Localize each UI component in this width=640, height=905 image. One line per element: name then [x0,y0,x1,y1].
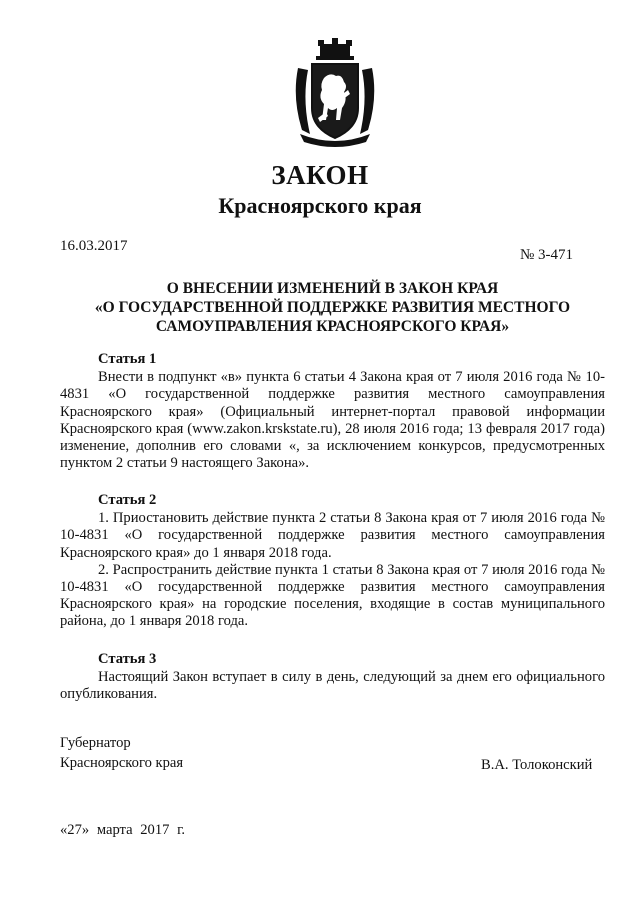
document-subtitle: Красноярского края [218,193,422,218]
article-3 [60,651,605,704]
article-title: Статья 3 [98,651,157,667]
article-title: Статья 1 [98,351,157,367]
law-heading [60,279,605,336]
article-1 [60,351,605,472]
article-title: Статья 2 [98,492,157,508]
article-paragraph: Внести в подпункт «в» пункта 6 статьи 4 Закона края от 7 июля 2016 года № 10-4831 «О государственной поддержке развития местного самоуправления Красноярского края» (Официальный интернет-портал правовой информации Красноярского края (www.zakon.krskstate.ru), 28 июля 2016 года; 13 февраля 2017 года) изменение, дополнив его словами «, за исключением конкурсов, предусмотренных пунктом 2 статьи 9 настоящего Закона». [60,369,605,472]
document-title: ЗАКОН [271,160,369,190]
document-date: 16.03.2017 [60,238,128,254]
signatory-position-line: Губернатор [60,735,131,751]
article-paragraph: Настоящий Закон вступает в силу в день, следующий за днем его официального опубликования. [60,669,605,703]
signing-date: «27» марта 2017 г. [60,822,186,838]
signatory-name: В.А. Толоконский [481,757,593,773]
article-paragraph: 2. Распространить действие пункта 1 статьи 8 Закона края от 7 июля 2016 года № 10-4831 «О государственной поддержке развития местного самоуправления Красноярского края» на городские поселения, входящие в состав муниципального района, до 1 января 2018 года. [60,561,605,630]
signatory-position [60,733,183,773]
article-paragraph: 1. Приостановить действие пункта 2 статьи 8 Закона края от 7 июля 2016 года № 10-4831 «О государственной поддержке развития местного самоуправления Красноярского края» до 1 января 2018 года. [60,510,605,561]
coat-of-arms-icon [290,38,380,148]
article-2 [60,492,605,631]
document-number: № 3-471 [520,247,574,263]
signatory-position-line: Красноярского края [60,755,184,771]
law-heading-line: «О ГОСУДАРСТВЕННОЙ ПОДДЕРЖКЕ РАЗВИТИЯ МЕСТНОГО [94,299,571,316]
law-heading-line: САМОУПРАВЛЕНИЯ КРАСНОЯРСКОГО КРАЯ» [155,318,510,335]
law-heading-line: О ВНЕСЕНИИ ИЗМЕНЕНИЙ В ЗАКОН КРАЯ [166,280,499,297]
